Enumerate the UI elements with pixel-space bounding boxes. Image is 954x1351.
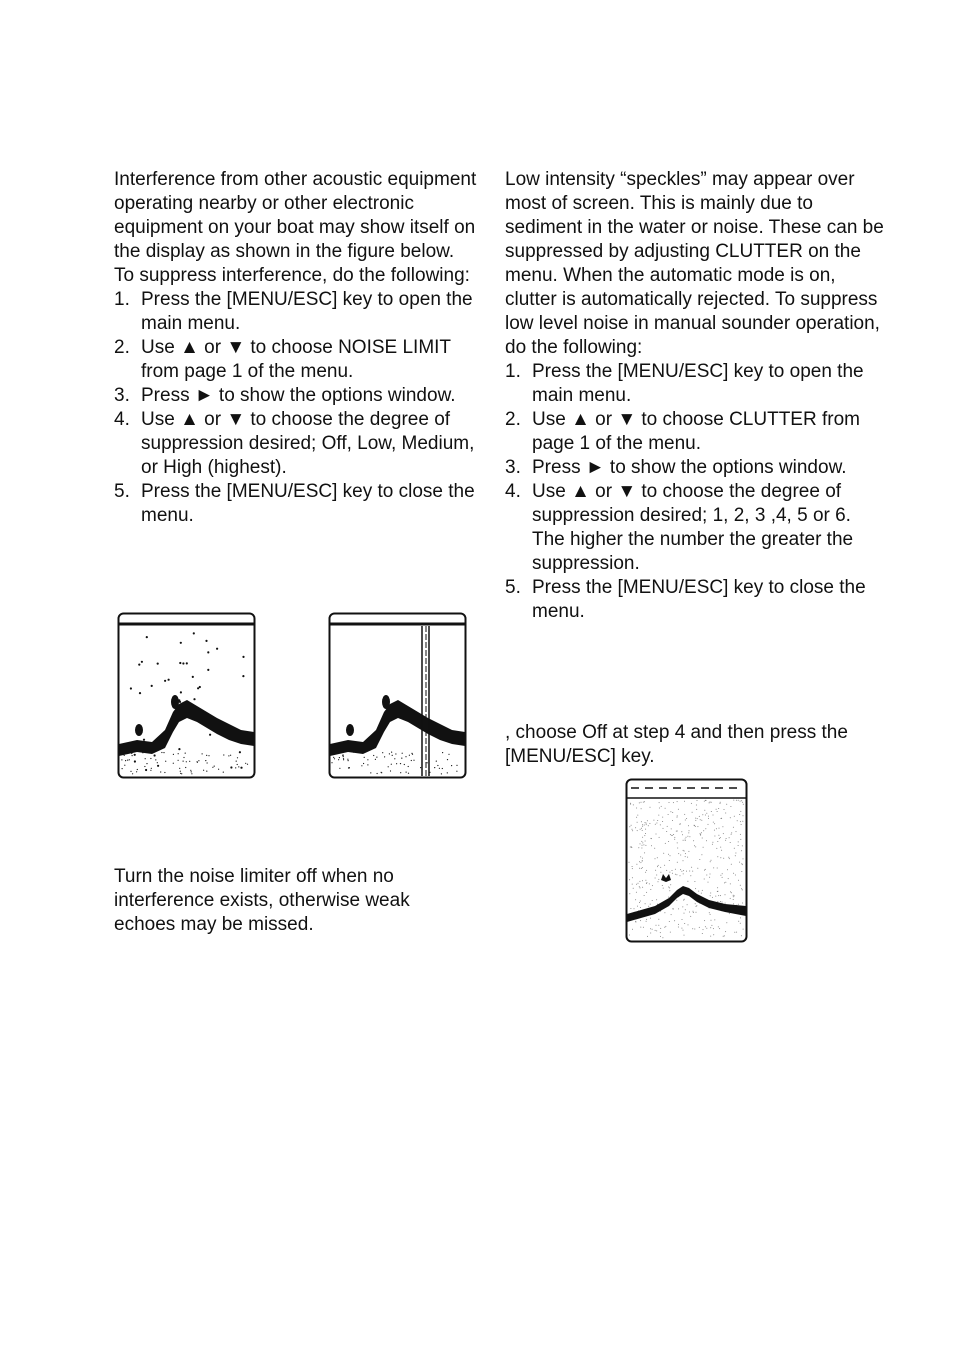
step-text: Use ▲ or ▼ to choose CLUTTER from page 1 of the menu. <box>532 409 860 454</box>
step-number: 3. <box>505 457 521 478</box>
step-number: 2. <box>505 409 521 430</box>
list-item <box>114 336 484 384</box>
step-number: 3. <box>114 385 130 406</box>
clutter-off-note: , choose Off at step 4 and then press the [MENU/ESC] key. <box>505 722 848 767</box>
step-text: Press ► to show the options window. <box>532 457 847 478</box>
list-item <box>505 408 885 456</box>
step-text: Press the [MENU/ESC] key to open the main menu. <box>532 361 864 406</box>
step-text: Press the [MENU/ESC] key to close the menu. <box>532 577 866 622</box>
list-item <box>114 384 484 408</box>
step-number: 5. <box>114 481 130 502</box>
step-number: 2. <box>114 337 130 358</box>
step-number: 4. <box>505 481 521 502</box>
list-item <box>114 288 484 336</box>
clutter-intro: Low intensity “speckles” may appear over most of screen. This is mainly due to sediment in the water or noise. These can be suppressed by adjusting CLUTTER on the menu. When the automatic mode is on, clutter is automatically rejected. To suppress low level noise in manual sounder operation, do the following: <box>505 169 884 358</box>
list-item <box>114 408 484 480</box>
list-item <box>505 360 885 408</box>
step-number: 1. <box>114 289 130 310</box>
clutter-steps <box>505 360 885 624</box>
left-column <box>114 168 484 528</box>
step-number: 4. <box>114 409 130 430</box>
step-text: Use ▲ or ▼ to choose the degree of suppression desired; 1, 2, 3 ,4, 5 or 6. The higher the number the greater the suppression. <box>532 481 854 574</box>
echogram-interference-dots-figure <box>117 612 257 780</box>
step-text: Use ▲ or ▼ to choose the degree of suppression desired; Off, Low, Medium, or High (highest). <box>141 409 475 478</box>
echogram-interference-lines-icon <box>328 612 468 780</box>
list-item <box>114 480 484 528</box>
step-text: Press the [MENU/ESC] key to close the menu. <box>141 481 475 526</box>
step-text: Press the [MENU/ESC] key to open the main menu. <box>141 289 473 334</box>
interference-lead: To suppress interference, do the following: <box>114 265 470 286</box>
interference-intro: Interference from other acoustic equipment operating nearby or other electronic equipment on your boat may show itself on the display as shown in the figure below. <box>114 169 477 262</box>
step-number: 1. <box>505 361 521 382</box>
step-text: Press ► to show the options window. <box>141 385 456 406</box>
step-number: 5. <box>505 577 521 598</box>
list-item <box>505 576 885 624</box>
list-item <box>505 456 885 480</box>
list-item <box>505 480 885 576</box>
noise-limiter-note: Turn the noise limiter off when no interference exists, otherwise weak echoes may be missed. <box>114 866 410 935</box>
step-text: Use ▲ or ▼ to choose NOISE LIMIT from page 1 of the menu. <box>141 337 451 382</box>
echogram-clutter-figure <box>625 778 749 944</box>
echogram-interference-lines-figure <box>328 612 468 780</box>
noise-limit-steps <box>114 288 484 528</box>
echogram-interference-dots-icon <box>117 612 257 780</box>
echogram-clutter-icon <box>625 778 749 944</box>
right-column <box>505 168 885 624</box>
